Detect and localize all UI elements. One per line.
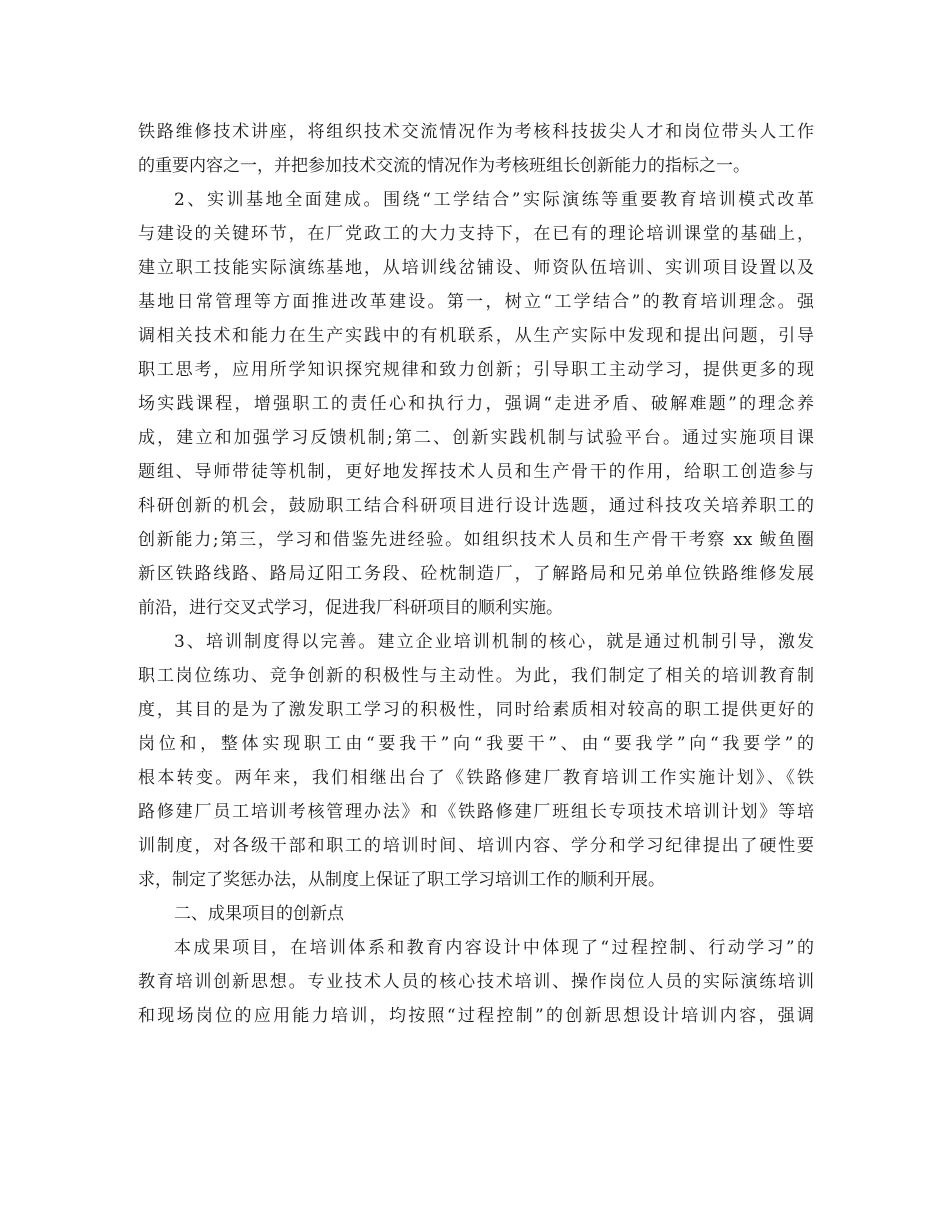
text-line: 根本转变。两年来，我们相继出台了《铁路修建厂教育培训工作实施计划》、《铁 [138,768,814,788]
text-line: 二、成果项目的创新点 [174,904,344,924]
text-line: 的重要内容之一，并把参加技术交流的情况作为考核班组长创新能力的指标之一。 [138,156,750,176]
text-line: 基地日常管理等方面推进改革建设。第一，树立“工学结合”的教育培训理念。强 [138,292,814,312]
text-line: 题组、导师带徒等机制，更好地发挥技术人员和生产骨干的作用，给职工创造参与 [138,462,814,482]
text-line: 路修建厂员工培训考核管理办法》和《铁路修建厂班组长专项技术培训计划》等培 [138,802,814,822]
text-line: 训制度，对各级干部和职工的培训时间、培训内容、学分和学习纪律提出了硬性要 [138,836,814,856]
text-line: 教育培训创新思想。专业技术人员的核心技术培训、操作岗位人员的实际演练培训 [138,972,814,992]
text-line: 科研创新的机会，鼓励职工结合科研项目进行设计选题，通过科技攻关培养职工的 [138,496,814,516]
text-line: 本成果项目，在培训体系和教育内容设计中体现了“过程控制、行动学习”的 [174,938,814,958]
text-line: 3、培训制度得以完善。建立企业培训机制的核心，就是通过机制引导，激发 [174,632,814,652]
document-body [138,115,814,1033]
text-line: 职工思考，应用所学知识探究规律和致力创新；引导职工主动学习，提供更多的现 [138,360,814,380]
text-line: 岗位和，整体实现职工由“要我干”向“我要干”、由“要我学”向“我要学”的 [138,734,814,754]
text-line: 新区铁路线路、路局辽阳工务段、砼枕制造厂，了解路局和兄弟单位铁路维修发展 [138,564,814,584]
text-line: 创新能力;第三，学习和借鉴先进经验。如组织技术人员和生产骨干考察 xx 鲅鱼圈 [138,530,814,550]
text-line: 铁路维修技术讲座，将组织技术交流情况作为考核科技拔尖人才和岗位带头人工作 [138,122,814,142]
text-line: 调相关技术和能力在生产实践中的有机联系，从生产实际中发现和提出问题，引导 [138,326,814,346]
text-line: 建立职工技能实际演练基地，从培训线岔铺设、师资队伍培训、实训项目设置以及 [138,258,814,278]
text-line: 度，其目的是为了激发职工学习的积极性，同时给素质相对较高的职工提供更好的 [138,700,814,720]
text-line: 与建设的关键环节，在厂党政工的大力支持下，在已有的理论培训课堂的基础上， [138,224,814,244]
text-line: 前沿，进行交叉式学习，促进我厂科研项目的顺利实施。 [138,598,563,618]
text-line: 和现场岗位的应用能力培训，均按照“过程控制”的创新思想设计培训内容，强调 [138,1006,814,1026]
text-line: 2、实训基地全面建成。围绕“工学结合”实际演练等重要教育培训模式改革 [174,190,814,210]
text-line: 职工岗位练功、竞争创新的积极性与主动性。为此，我们制定了相关的培训教育制 [138,666,814,686]
text-line: 成，建立和加强学习反馈机制;第二、创新实践机制与试验平台。通过实施项目课 [138,428,814,448]
text-line: 场实践课程，增强职工的责任心和执行力，强调“走进矛盾、破解难题”的理念养 [138,394,814,414]
text-line: 求，制定了奖惩办法，从制度上保证了职工学习培训工作的顺利开展。 [138,870,665,890]
